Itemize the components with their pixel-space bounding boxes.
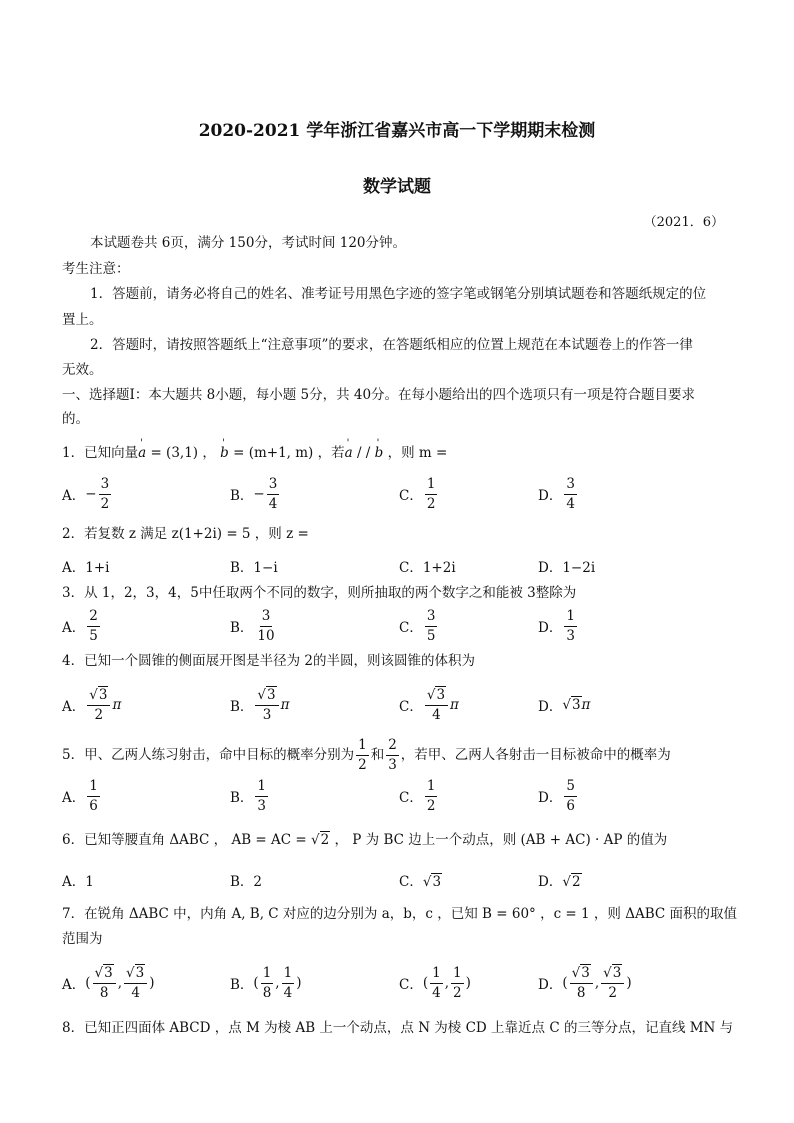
- note-2a: 2．答题时，请按照答题纸上“注意事项”的要求，在答题纸相应的位置上规范在本试题卷上的作答一律: [90, 337, 693, 353]
- option-d: D．1−2i: [538, 560, 596, 576]
- option-a: A．1: [62, 874, 94, 890]
- question-8: 8．已知正四面体 ABCD ，点 M 为棱 AB 上一个动点，点 N 为棱 CD 上靠近点 C 的三等分点，记直线 MN 与: [62, 1020, 734, 1036]
- question-4-options: [62, 683, 732, 727]
- option-a: A．1+i: [62, 560, 110, 576]
- question-7-options: [62, 961, 732, 1005]
- intro-line: 本试题卷共 6页，满分 150分，考试时间 120分钟。: [90, 235, 406, 251]
- exam-subtitle: 数学试题: [363, 177, 431, 197]
- option-c: C． $\frac{√3}{4}$ π: [399, 686, 459, 723]
- option-b: B． ( $\frac{1}{8}$ , $\frac{1}{4}$ ): [230, 964, 302, 1001]
- option-c: C． $\frac{1}{2}$: [399, 777, 436, 814]
- question-6: 6．已知等腰直角 ΔABC ， AB = AC = √2 ， P 为 BC 边上一个动点，则 (AB + AC) · AP 的值为: [62, 832, 668, 848]
- section-heading-b: 的。: [62, 411, 89, 427]
- question-6-options: [62, 871, 732, 893]
- option-d: D． $\frac{5}{6}$: [538, 777, 575, 814]
- note-1b: 置上。: [62, 312, 103, 328]
- option-b: B． $\frac{1}{3}$: [230, 777, 267, 814]
- note-1a: 1．答题前，请务必将自己的姓名、准考证号用黑色字迹的签字笔或钢笔分别填试题卷和答题纸规定的位: [90, 286, 707, 302]
- question-7-line1: 7．在锐角 ΔABC 中，内角 A, B, C 对应的边分别为 a，b，c ，已知 B = 60° ，c = 1 ，则 ΔABC 面积的取值: [62, 906, 737, 922]
- question-1: 1．已知向量' a = (3,1) ， ' b = (m+1, m) ，若' a / / ' b ，则 m =: [62, 442, 732, 464]
- option-c: C．1+2i: [399, 560, 456, 576]
- option-d: D． $\frac{3}{4}$: [538, 475, 575, 512]
- question-3: 3．从 1，2，3，4，5中任取两个不同的数字，则所抽取的两个数字之和能被 3整除为: [62, 585, 577, 601]
- option-a: A． $\frac{1}{6}$: [62, 777, 98, 814]
- question-7-line2: 范围为: [62, 931, 103, 947]
- question-3-options: [62, 604, 732, 648]
- question-2-options: [62, 557, 732, 579]
- option-b: B．1−i: [230, 560, 278, 576]
- option-d: D．√2: [538, 874, 581, 890]
- exam-date: （2021．6）: [643, 215, 724, 230]
- section-heading-a: 一、选择题Ⅰ：本大题共 8小题，每小题 5分，共 40分。在每小题给出的四个选项只有一项是符合题目要求: [62, 387, 696, 403]
- option-b: B． $\frac{3}{10}$: [230, 607, 275, 644]
- option-c: C． $\frac{1}{2}$: [399, 475, 436, 512]
- option-a: A． $\frac{2}{5}$: [62, 607, 98, 644]
- option-c: C． $\frac{3}{5}$: [399, 607, 436, 644]
- question-5: 5．甲、乙两人练习射击，命中目标的概率分别为 $\frac{1}{2}$ 和 $\frac{2}{3}$ ，若甲、乙两人各射击一目标被命中的概率为: [62, 736, 671, 773]
- question-1-options: [62, 472, 732, 516]
- note-2b: 无效。: [62, 362, 103, 378]
- option-b: B． $\frac{√3}{3}$ π: [230, 686, 290, 723]
- question-2: 2．若复数 z 满足 z(1+2i) = 5 ，则 z =: [62, 526, 309, 542]
- exam-title: 2020-2021 学年浙江省嘉兴市高一下学期期末检测: [198, 121, 596, 141]
- option-b: B．2: [230, 874, 263, 890]
- option-d: D． $\frac{1}{3}$: [538, 607, 575, 644]
- option-a: A． ( $\frac{√3}{8}$ , $\frac{√3}{4}$ ): [62, 964, 155, 1001]
- option-d: D． √ 3 π: [538, 697, 591, 715]
- option-c: C． ( $\frac{1}{4}$ , $\frac{1}{2}$ ): [399, 964, 471, 1001]
- option-c: C．√3: [399, 874, 442, 890]
- option-a: A． $\frac{√3}{2}$ π: [62, 686, 122, 723]
- option-d: D． ( $\frac{√3}{8}$ , $\frac{√3}{2}$ ): [538, 964, 632, 1001]
- question-4: 4．已知一个圆锥的侧面展开图是半径为 2的半圆，则该圆锥的体积为: [62, 653, 475, 669]
- notice-title: 考生注意：: [62, 261, 130, 277]
- option-b: B． − $\frac{3}{4}$: [230, 475, 278, 512]
- option-a: A． − $\frac{3}{2}$: [62, 475, 110, 512]
- question-5-options: [62, 774, 732, 818]
